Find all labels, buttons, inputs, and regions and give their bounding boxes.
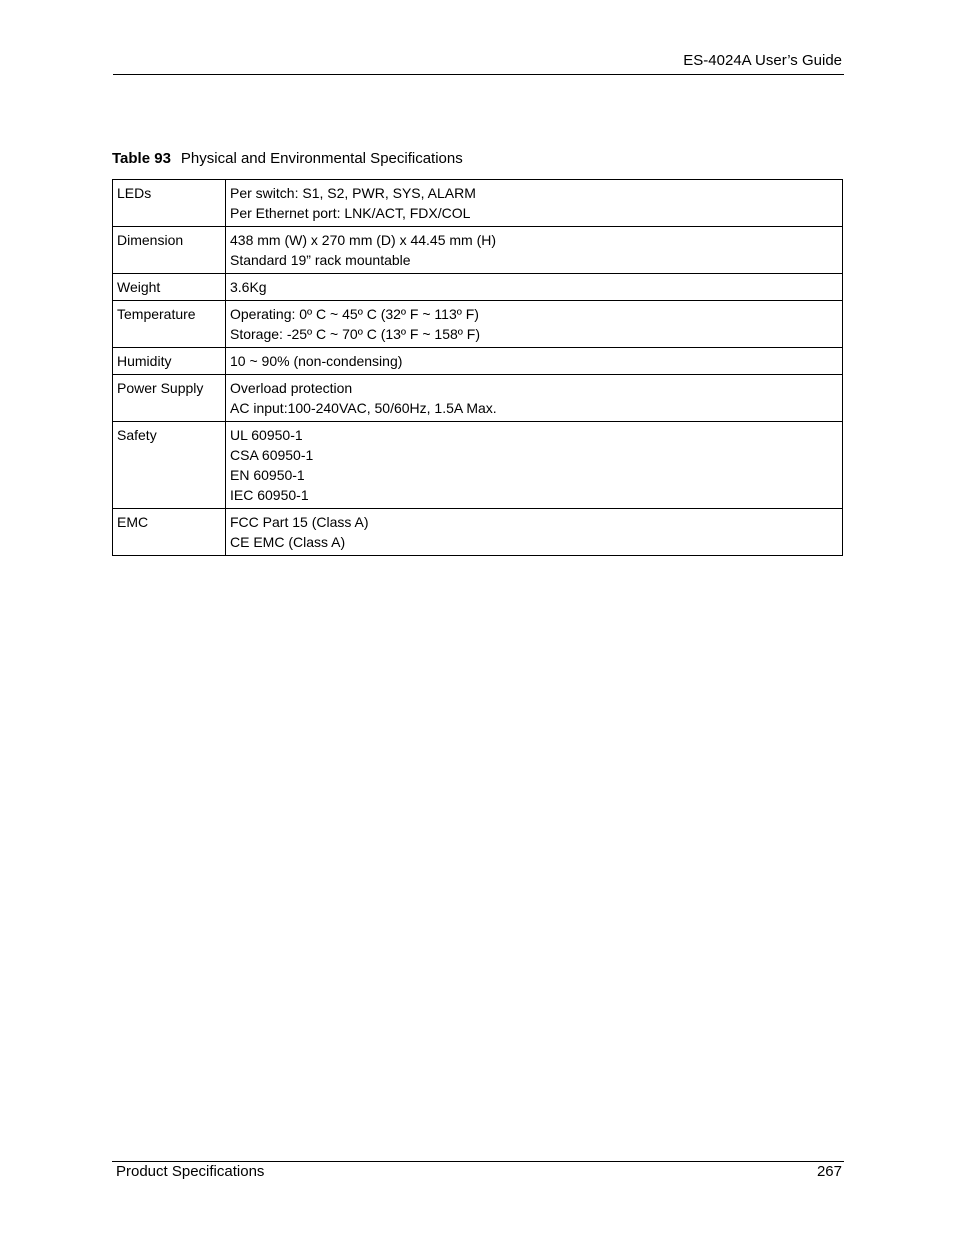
table-row — [113, 227, 843, 274]
page-header — [113, 50, 844, 75]
spec-label: Power Supply — [113, 375, 226, 422]
spec-value-line: FCC Part 15 (Class A) — [230, 514, 369, 530]
spec-label: LEDs — [113, 180, 226, 227]
section-name: Product Specifications — [116, 1163, 265, 1180]
spec-label: Humidity — [113, 348, 226, 375]
spec-value-line: CE EMC (Class A) — [230, 534, 346, 550]
spec-value-line: AC input:100-240VAC, 50/60Hz, 1.5A Max. — [230, 400, 497, 416]
spec-value-line: CSA 60950-1 — [230, 447, 314, 463]
table-row — [113, 180, 843, 227]
table-row — [113, 348, 843, 375]
specifications-table — [112, 179, 843, 556]
document-title: ES-4024A User’s Guide — [683, 52, 842, 69]
spec-value-line: Overload protection — [230, 380, 353, 396]
spec-value-line: EN 60950-1 — [230, 467, 305, 483]
spec-value — [226, 348, 843, 375]
table-caption — [112, 150, 463, 167]
spec-label: Safety — [113, 422, 226, 509]
spec-value — [226, 375, 843, 422]
spec-value — [226, 180, 843, 227]
spec-value — [226, 301, 843, 348]
spec-label: Temperature — [113, 301, 226, 348]
page-number: 267 — [816, 1163, 842, 1180]
spec-label: EMC — [113, 509, 226, 556]
spec-value-line: 438 mm (W) x 270 mm (D) x 44.45 mm (H) — [230, 232, 497, 248]
spec-label: Weight — [113, 274, 226, 301]
spec-value-line: UL 60950-1 — [230, 427, 303, 443]
spec-value-line: Per Ethernet port: LNK/ACT, FDX/COL — [230, 205, 471, 221]
table-number: Table 93 — [112, 150, 171, 167]
spec-label: Dimension — [113, 227, 226, 274]
spec-value — [226, 509, 843, 556]
spec-value — [226, 422, 843, 509]
spec-value-line: Standard 19” rack mountable — [230, 252, 411, 268]
table-row — [113, 274, 843, 301]
spec-value — [226, 227, 843, 274]
spec-value-line: Operating: 0º C ~ 45º C (32º F ~ 113º F) — [230, 306, 479, 322]
spec-value-line: 10 ~ 90% (non-condensing) — [230, 353, 403, 369]
specifications-table-body — [113, 180, 843, 556]
table-title: Physical and Environmental Specifications — [180, 150, 463, 167]
spec-value-line: Storage: -25º C ~ 70º C (13º F ~ 158º F) — [230, 326, 481, 342]
spec-value-line: IEC 60950-1 — [230, 487, 309, 503]
spec-value-line: Per switch: S1, S2, PWR, SYS, ALARM — [230, 185, 476, 201]
spec-value — [226, 274, 843, 301]
table-row — [113, 422, 843, 509]
table-row — [113, 509, 843, 556]
table-row — [113, 301, 843, 348]
spec-value-line: 3.6Kg — [230, 279, 267, 295]
page-footer — [112, 1161, 844, 1184]
table-row — [113, 375, 843, 422]
